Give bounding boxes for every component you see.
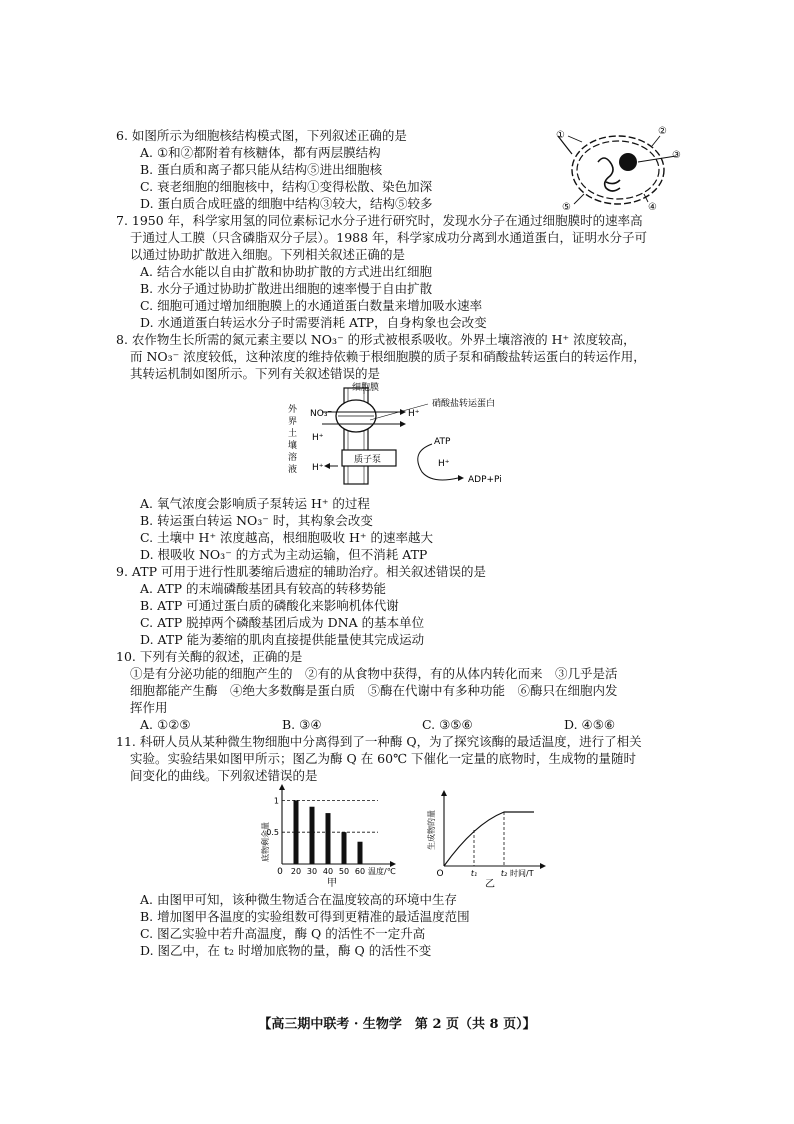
membrane-label: 细胞膜 — [352, 383, 380, 393]
chart-b-ylabel: 生成物的量 — [427, 810, 436, 850]
label-3: ③ — [672, 150, 681, 161]
q10-option-b: B. ③④ — [282, 717, 322, 732]
q8-option-d: D. 根吸收 NO₃⁻ 的方式为主动运输，但不消耗 ATP — [140, 547, 428, 562]
chart-a-bar — [326, 813, 331, 864]
label-2: ② — [658, 126, 667, 137]
q11-stem-line-1: 11. 科研人员从某种微生物细胞中分离得到了一种酶 Q，为了探究该酶的最适温度，进行了相关 — [116, 734, 642, 749]
chart-a-bar — [358, 842, 363, 864]
q9-option-a: A. ATP 的末端磷酸基团具有较高的转移势能 — [140, 581, 387, 596]
q6-option-a: A. ①和②都附着有核糖体，都有两层膜结构 — [140, 145, 381, 160]
q11-option-c: C. 图乙实验中若升高温度，酶 Q 的活性不一定升高 — [140, 926, 426, 941]
q6-stem: 6. 如图所示为细胞核结构模式图，下列叙述正确的是 — [116, 128, 407, 143]
chart-a-bar — [342, 832, 347, 864]
q7-stem-line-2: 于通过人工膜（只含磷脂双分子层）。1988 年，科学家成功分离到水通道蛋白，证明水分子可 — [130, 230, 648, 245]
q9-option-b: B. ATP 可通过蛋白质的磷酸化来影响机体代谢 — [140, 598, 399, 613]
q10-option-d: D. ④⑤⑥ — [564, 717, 616, 732]
q11-stem-line-3: 间变化的曲线。下列叙述错误的是 — [130, 768, 318, 783]
no3-label: NO₃⁻ — [310, 409, 333, 419]
chart-b-curve — [444, 812, 534, 866]
h-right-label: H⁺ — [408, 409, 420, 419]
h-out-label: H⁺ — [312, 463, 324, 473]
chart-a-xtick: 60 — [354, 867, 366, 876]
atp-label: ATP — [434, 437, 451, 447]
q6-option-b: B. 蛋白质和离子都只能从结构⑤进出细胞核 — [140, 162, 383, 177]
pump-label: 质子泵 — [354, 455, 382, 465]
chart-a-origin: 0 — [277, 867, 283, 877]
q10-statements-2: 细胞都能产生酶 ④绝大多数酶是蛋白质 ⑤酶在代谢中有多种功能 ⑥酶只在细胞内发 — [130, 683, 618, 698]
chart-a-xlabel: 温度/℃ — [368, 867, 396, 876]
chart-a-title: 甲 — [327, 878, 337, 889]
q7-option-d: D. 水通道蛋白转运水分子时需要消耗 ATP，自身构象也会改变 — [140, 315, 487, 330]
chart-b-xtick: t₂ — [500, 869, 508, 878]
q11-stem-line-2: 实验。实验结果如图甲所示；图乙为酶 Q 在 60℃ 下催化一定量的底物时，生成物的量随时 — [130, 751, 637, 766]
label-5: ⑤ — [562, 202, 571, 213]
transporter-label: 硝酸盐转运蛋白 — [432, 399, 496, 409]
chart-a-bar — [310, 807, 315, 864]
chart-b-title: 乙 — [485, 879, 495, 890]
chart-jia — [260, 784, 410, 888]
outside-char-2: 界 — [288, 417, 298, 427]
q11-option-b: B. 增加图甲各温度的实验组数可得到更精准的最适温度范围 — [140, 909, 470, 924]
chart-a-xtick: 40 — [322, 867, 334, 876]
outside-char-6: 液 — [288, 465, 298, 475]
outside-char-5: 溶 — [288, 453, 298, 463]
page-footer: 【高三期中联考 · 生物学 第 2 页（共 8 页）】 — [258, 1017, 536, 1032]
chart-a-ytick: 1 — [273, 796, 279, 806]
chart-a-xtick: 20 — [290, 867, 302, 876]
h-left-label: H⁺ — [312, 433, 324, 443]
nucleus-diagram — [548, 124, 684, 212]
outside-char-3: 土 — [288, 429, 298, 439]
chart-b-xtick: t₁ — [470, 869, 478, 878]
q10-stem: 10. 下列有关酶的叙述，正确的是 — [116, 649, 303, 664]
chart-b-xlabel: 时间/T — [510, 869, 534, 878]
q10-option-a: A. ①②⑤ — [140, 717, 191, 732]
q8-option-a: A. 氧气浓度会影响质子泵转运 H⁺ 的过程 — [140, 496, 370, 511]
chart-a-xtick: 30 — [306, 867, 318, 876]
q7-option-b: B. 水分子通过协助扩散进出细胞的速率慢于自由扩散 — [140, 281, 433, 296]
transport-diagram — [282, 382, 532, 490]
q8-stem-line-2: 而 NO₃⁻ 浓度较低，这种浓度的维持依赖于根细胞膜的质子泵和硝酸盐转运蛋白的转运作用， — [130, 349, 646, 364]
q9-option-d: D. ATP 能为萎缩的肌肉直接提供能量使其完成运动 — [140, 632, 425, 647]
q11-option-d: D. 图乙中，在 t₂ 时增加底物的量，酶 Q 的活性不变 — [140, 943, 432, 958]
adp-label: ADP+Pi — [468, 475, 502, 485]
q8-option-b: B. 转运蛋白转运 NO₃⁻ 时，其构象会改变 — [140, 513, 373, 528]
q9-stem: 9. ATP 可用于进行性肌萎缩后遗症的辅助治疗。相关叙述错误的是 — [116, 564, 486, 579]
q10-statements-1: ①是有分泌功能的细胞产生的 ②有的从食物中获得，有的从体内转化而来 ③几乎是活 — [130, 666, 618, 681]
q9-option-c: C. ATP 脱掉两个磷酸基团后成为 DNA 的基本单位 — [140, 615, 425, 630]
q8-stem-line-3: 其转运机制如图所示。下列有关叙述错误的是 — [130, 366, 381, 381]
q7-option-c: C. 细胞可通过增加细胞膜上的水通道蛋白数量来增加吸水速率 — [140, 298, 483, 313]
h-inside-label: H⁺ — [438, 459, 450, 469]
q8-stem-line-1: 8. 农作物生长所需的氮元素主要以 NO₃⁻ 的形式被根系吸收。外界土壤溶液的 H⁺ 浓度较高， — [116, 332, 636, 347]
chart-a-ylabel: 底物剩余量 — [261, 822, 270, 862]
chart-a-ytick: 0.5 — [266, 828, 279, 838]
q8-option-c: C. 土壤中 H⁺ 浓度越高，根细胞吸收 H⁺ 的速率越大 — [140, 530, 433, 545]
q6-option-d: D. 蛋白质合成旺盛的细胞中结构③较大，结构⑤较多 — [140, 196, 433, 211]
outside-char-1: 外 — [288, 405, 298, 415]
chart-b-origin: O — [436, 869, 444, 879]
q7-option-a: A. 结合水能以自由扩散和协助扩散的方式进出红细胞 — [140, 264, 432, 279]
chart-yi — [428, 790, 548, 888]
label-1: ① — [556, 130, 565, 141]
q11-option-a: A. 由图甲可知，该种微生物适合在温度较高的环境中生存 — [140, 892, 457, 907]
chart-a-xtick: 50 — [338, 867, 350, 876]
outside-char-4: 壤 — [288, 441, 298, 451]
label-4: ④ — [648, 202, 657, 213]
q6-option-c: C. 衰老细胞的细胞核中，结构①变得松散、染色加深 — [140, 179, 433, 194]
q7-stem-line-1: 7. 1950 年，科学家用氢的同位素标记水分子进行研究时，发现水分子在通过细胞膜时的速率高 — [116, 213, 643, 228]
q10-option-c: C. ③⑤⑥ — [422, 717, 473, 732]
q7-stem-line-3: 以通过协助扩散进入细胞。下列相关叙述正确的是 — [130, 247, 406, 262]
q10-statements-3: 挥作用 — [130, 700, 168, 715]
